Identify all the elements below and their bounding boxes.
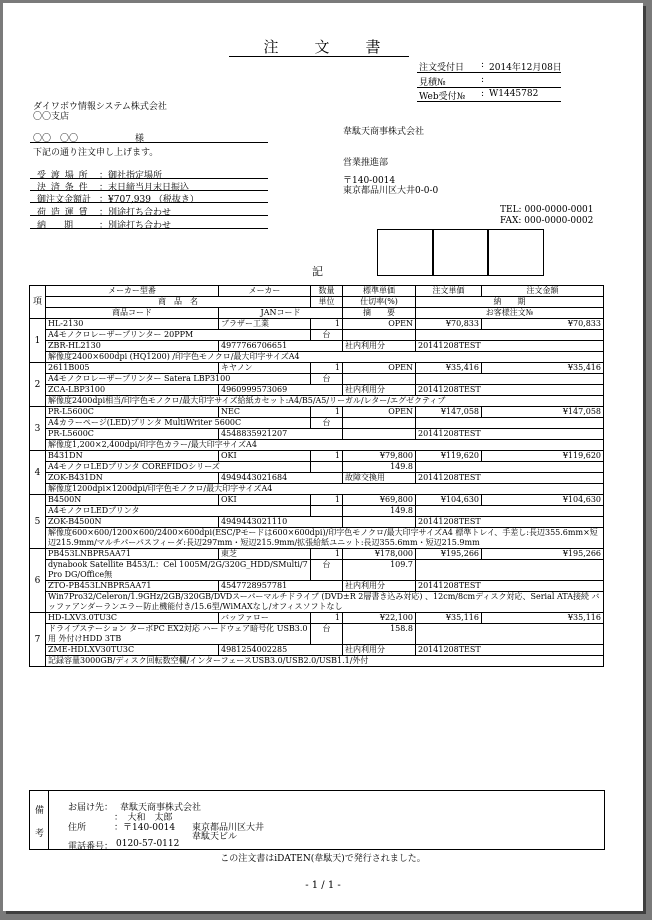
term-value: ：御社指定場所: [99, 171, 163, 181]
item-customer-ref: 20141208TEST: [416, 645, 604, 656]
item-delivery: [416, 624, 604, 645]
sender-fax: FAX: 000-0000-0002: [500, 216, 594, 226]
item-model: B4500N: [46, 495, 219, 506]
item-description: 解像度2400×600dpi (HQ1200) /印字色モノクロ/最大印字サイズA4: [46, 352, 604, 363]
customer-company: ダイワボウ情報システム株式会社: [33, 102, 167, 112]
item-delivery: [416, 462, 604, 473]
item-jan: 4977766706651: [219, 341, 343, 352]
item-delivery: [416, 560, 604, 581]
item-code: ZBR-HL2130: [46, 341, 219, 352]
ki-mark: 記: [312, 265, 323, 278]
term-line: [30, 190, 268, 191]
header-rate: 仕切率(%): [343, 297, 416, 308]
item-maker: バッファロー: [219, 613, 311, 624]
item-row: [30, 592, 604, 613]
item-model: HD-LXV3.0TU3C: [46, 613, 219, 624]
item-order-price: ¥70,833: [416, 319, 482, 330]
item-delivery: [416, 374, 604, 385]
item-unit: 台: [311, 560, 343, 581]
item-order-amount: ¥70,833: [482, 319, 604, 330]
web-no-line: [417, 101, 561, 102]
item-std-price: ¥79,800: [343, 451, 416, 462]
item-customer-ref: 20141208TEST: [416, 429, 604, 440]
item-order-amount: ¥104,630: [482, 495, 604, 506]
item-maker: OKI: [219, 495, 311, 506]
item-name: dynabook Satellite B453/L：Cel 1005M/2G/320G_HDD/SMulti/7Pro DG/Office無: [46, 560, 311, 581]
item-order-price: ¥35,416: [416, 363, 482, 374]
tel-value: 0120-57-0112: [116, 839, 180, 849]
item-qty: 1: [311, 451, 343, 462]
item-customer-ref: 20141208TEST: [416, 581, 604, 592]
item-std-price: ¥69,800: [343, 495, 416, 506]
item-qty: 1: [311, 549, 343, 560]
item-jan: 4949443021110: [219, 517, 343, 528]
items-table: [29, 285, 604, 667]
item-row: [30, 429, 604, 440]
item-row: [30, 330, 604, 341]
item-std-price: ¥178,000: [343, 549, 416, 560]
tel-label: 電話番号：: [68, 842, 114, 852]
item-jan: 4960999573069: [219, 385, 343, 396]
term-label: 御注文金額計: [37, 195, 92, 205]
item-summary: [343, 517, 416, 528]
item-model: HL-2130: [46, 319, 219, 330]
item-name: A4モノクロLEDプリンタ COREFIDOシリーズ: [46, 462, 311, 473]
item-std-price: ¥22,100: [343, 613, 416, 624]
term-line: [30, 202, 268, 203]
header-item-no: 項: [30, 286, 46, 319]
header-summary: 摘 要: [343, 308, 416, 319]
item-jan: 4981254002285: [219, 645, 343, 656]
item-row: [30, 506, 604, 517]
web-no-colon: :: [481, 89, 485, 99]
item-order-amount: ¥35,116: [482, 613, 604, 624]
deliver-company: 韋駄天商事株式会社: [120, 803, 202, 813]
item-model: PB453LNBPR5AA71: [46, 549, 219, 560]
customer-person-line: [30, 142, 268, 143]
item-model: B431DN: [46, 451, 219, 462]
item-maker: OKI: [219, 451, 311, 462]
item-summary: 社内利用分: [343, 581, 416, 592]
page-title: 注 文 書: [263, 38, 383, 56]
term-line: [30, 178, 268, 179]
header-jan: JANコード: [219, 308, 343, 319]
item-row: [30, 645, 604, 656]
item-qty: 1: [311, 613, 343, 624]
item-order-price: ¥104,630: [416, 495, 482, 506]
header-maker-model: メーカー型番: [46, 286, 219, 297]
item-order-price: ¥119,620: [416, 451, 482, 462]
item-row: [30, 363, 604, 374]
item-qty: 1: [311, 319, 343, 330]
order-form-page: [3, 3, 643, 911]
item-maker: キヤノン: [219, 363, 311, 374]
item-std-price: OPEN: [343, 363, 416, 374]
item-delivery: [416, 418, 604, 429]
item-jan: 4548835921207: [219, 429, 343, 440]
term-value: ：別途打ち合わせ: [99, 221, 172, 231]
item-row: [30, 528, 604, 549]
item-number: 2: [30, 363, 46, 407]
header-row: [30, 286, 604, 297]
item-code: PR-L5600C: [46, 429, 219, 440]
header-std-price: 標準単価: [343, 286, 416, 297]
address-zip: ：〒140-0014: [114, 823, 176, 833]
remarks-box: [29, 790, 605, 850]
term-line: [30, 228, 268, 229]
item-name: A4カラーページ(LED)プリンタ MultiWriter 5600C: [46, 418, 311, 429]
item-rate: 158.8: [343, 624, 416, 645]
item-number: 7: [30, 613, 46, 667]
stamp-box-2: [432, 229, 489, 276]
header-order-price: 注文単価: [416, 286, 482, 297]
order-date-line: [417, 72, 561, 73]
footer-note: この注文書はiDATEN(韋駄天)で発行されました。: [220, 854, 426, 864]
term-line: [30, 215, 268, 216]
item-delivery: [416, 330, 604, 341]
header-order-amount: 注文金額: [482, 286, 604, 297]
item-row: [30, 613, 604, 624]
stamp-box-3: [487, 229, 544, 276]
item-description: 解像度1,200×2,400dpi/印字色カラー/最大印字サイズA4: [46, 440, 604, 451]
item-summary: 社内利用分: [343, 385, 416, 396]
item-order-amount: ¥147,058: [482, 407, 604, 418]
item-rate: [343, 418, 416, 429]
header-qty: 数量: [311, 286, 343, 297]
item-name: ドライブステーション ターボPC EX2対応 ハードウェア暗号化 USB3.0用 外付けHDD 3TB: [46, 624, 311, 645]
item-number: 1: [30, 319, 46, 363]
item-row: [30, 319, 604, 330]
item-customer-ref: 20141208TEST: [416, 517, 604, 528]
item-order-amount: ¥119,620: [482, 451, 604, 462]
term-label: 納 期: [37, 221, 74, 231]
item-description: 解像度1200dpi×1200dpi/印字色モノクロ/最大印字サイズA4: [46, 484, 604, 495]
item-description: 解像度600×600/1200×600/2400×600dpi(ESC/Pモードは600×600dpi)/印字色モノクロ/最大印字サイズA4 標準トレイ、手差し:長辺355.6mm×短辺215.9mm/マルチパーパスフィーダ:長辺297mm・短辺215.9mm/拡張給紙ユニット:長辺355.6mm・短辺215.9mm: [46, 528, 604, 549]
item-row: [30, 581, 604, 592]
customer-branch: 〇〇支店: [33, 112, 70, 122]
term-label: 荷 造 運 賃: [37, 208, 89, 218]
address-line2: 韋駄天ビル: [192, 832, 238, 842]
title-underline: [229, 56, 409, 57]
web-no-value: W1445782: [489, 89, 539, 99]
header-customer-no: お客様注文№: [416, 308, 604, 319]
remarks-divider: [48, 791, 49, 849]
item-code: ZCA-LBP3100: [46, 385, 219, 396]
item-delivery: [416, 506, 604, 517]
item-summary: 故障交換用: [343, 473, 416, 484]
item-row: [30, 656, 604, 667]
item-unit: 台: [311, 624, 343, 645]
item-row: [30, 451, 604, 462]
header-unit: 単位: [311, 297, 343, 308]
item-row: [30, 462, 604, 473]
sender-address: 東京都品川区大井0-0-0: [343, 186, 439, 196]
item-row: [30, 624, 604, 645]
item-std-price: OPEN: [343, 407, 416, 418]
intro-text: 下記の通り注文申し上げます。: [33, 148, 159, 158]
page-number: - 1 / 1 -: [305, 880, 341, 891]
item-order-price: ¥147,058: [416, 407, 482, 418]
deliver-label: お届け先：: [68, 803, 114, 813]
sender-company: 韋駄天商事株式会社: [343, 127, 425, 137]
term-label: 受 渡 場 所: [37, 171, 89, 181]
item-jan: 4949443021684: [219, 473, 343, 484]
item-row: [30, 396, 604, 407]
item-row: [30, 407, 604, 418]
item-unit: 台: [311, 330, 343, 341]
item-row: [30, 473, 604, 484]
item-name: A4モノクロレーザープリンター Satera LBP3100: [46, 374, 311, 385]
item-order-amount: ¥195,266: [482, 549, 604, 560]
deliver-person: ： 大和 太郎: [114, 813, 173, 823]
remarks-label-2: 考: [35, 829, 45, 839]
item-row: [30, 352, 604, 363]
item-rate: 109.7: [343, 560, 416, 581]
item-name: A4モノクロLEDプリンタ: [46, 506, 311, 517]
item-row: [30, 385, 604, 396]
item-row: [30, 495, 604, 506]
customer-honorific: 様: [135, 134, 145, 144]
item-qty: 1: [311, 407, 343, 418]
quote-colon: :: [481, 75, 485, 85]
quote-label: 見積№: [419, 78, 446, 88]
item-maker: NEC: [219, 407, 311, 418]
item-qty: 1: [311, 495, 343, 506]
header-row: [30, 297, 604, 308]
item-code: ZOK-B4500N: [46, 517, 219, 528]
item-unit: 台: [311, 374, 343, 385]
item-model: PR-L5600C: [46, 407, 219, 418]
item-order-price: ¥35,116: [416, 613, 482, 624]
item-customer-ref: 20141208TEST: [416, 473, 604, 484]
sender-zip: 〒140-0014: [343, 176, 396, 186]
item-code: ZOK-B431DN: [46, 473, 219, 484]
quote-line: [417, 87, 561, 88]
sender-dept: 営業推進部: [343, 158, 389, 168]
item-name: A4モノクロレーザープリンター 20PPM: [46, 330, 311, 341]
item-customer-ref: 20141208TEST: [416, 385, 604, 396]
sender-tel: TEL: 000-0000-0001: [500, 205, 594, 215]
header-row: [30, 308, 604, 319]
item-description: 解像度2400dpi相当/印字色モノクロ/最大印字サイズ給紙カセット:A4/B5/A5/リーガル/レター/エグゼクティブ: [46, 396, 604, 407]
item-rate: 149.8: [343, 462, 416, 473]
item-unit: [311, 506, 343, 517]
item-unit: [311, 462, 343, 473]
order-date-colon: :: [481, 60, 485, 70]
term-value: ：¥707,939 （税抜き）: [99, 195, 199, 205]
remarks-label-1: 備: [35, 806, 45, 816]
order-date-label: 注文受付日: [419, 63, 465, 73]
item-std-price: OPEN: [343, 319, 416, 330]
item-summary: [343, 429, 416, 440]
address-line1: 東京都品川区大井: [192, 823, 265, 833]
web-no-label: Web受付№: [419, 92, 466, 102]
header-maker: メーカー: [219, 286, 311, 297]
item-row: [30, 374, 604, 385]
item-code: ZTO-PB453LNBPR5AA71: [46, 581, 219, 592]
item-row: [30, 560, 604, 581]
item-row: [30, 440, 604, 451]
item-customer-ref: 20141208TEST: [416, 341, 604, 352]
item-number: 6: [30, 549, 46, 613]
header-product-name: 商 品 名: [46, 297, 311, 308]
item-summary: 社内利用分: [343, 645, 416, 656]
item-row: [30, 341, 604, 352]
item-row: [30, 418, 604, 429]
term-label: 決 済 条 件: [37, 183, 89, 193]
item-order-amount: ¥35,416: [482, 363, 604, 374]
item-model: 2611B005: [46, 363, 219, 374]
order-date-value: 2014年12月08日: [489, 63, 562, 73]
item-rate: [343, 374, 416, 385]
item-description: Win7Pro32/Celeron/1.9GHz/2GB/320GB/DVDスーパーマルチドライブ (DVD±R 2層書き込み対応) 、12cm/8cmディスク対応、Serial ATA接続 バッファアンダーランエラー防止機能付き/15.6型/WiMAXなし/オフィスソフトなし: [46, 592, 604, 613]
item-description: 記録容量3000GB/ディスク回転数空欄/インターフェースUSB3.0/USB2.0/USB1.1/外付: [46, 656, 604, 667]
stamp-box-1: [377, 229, 434, 276]
item-number: 4: [30, 451, 46, 495]
item-code: ZME-HDLXV30TU3C: [46, 645, 219, 656]
item-row: [30, 517, 604, 528]
item-qty: 1: [311, 363, 343, 374]
item-maker: ブラザー工業: [219, 319, 311, 330]
term-value: ：別途打ち合わせ: [99, 208, 172, 218]
item-unit: 台: [311, 418, 343, 429]
header-delivery: 納 期: [416, 297, 604, 308]
item-row: [30, 484, 604, 495]
address-label: 住所: [68, 823, 87, 833]
item-row: [30, 549, 604, 560]
item-jan: 4547728957781: [219, 581, 343, 592]
item-rate: 149.8: [343, 506, 416, 517]
customer-person: 〇〇 〇〇: [33, 134, 79, 144]
term-value: ：末日締当月末日振込: [99, 183, 190, 193]
item-number: 5: [30, 495, 46, 549]
item-summary: 社内利用分: [343, 341, 416, 352]
item-order-price: ¥195,266: [416, 549, 482, 560]
header-product-code: 商品コード: [46, 308, 219, 319]
item-rate: [343, 330, 416, 341]
item-number: 3: [30, 407, 46, 451]
item-maker: 東芝: [219, 549, 311, 560]
